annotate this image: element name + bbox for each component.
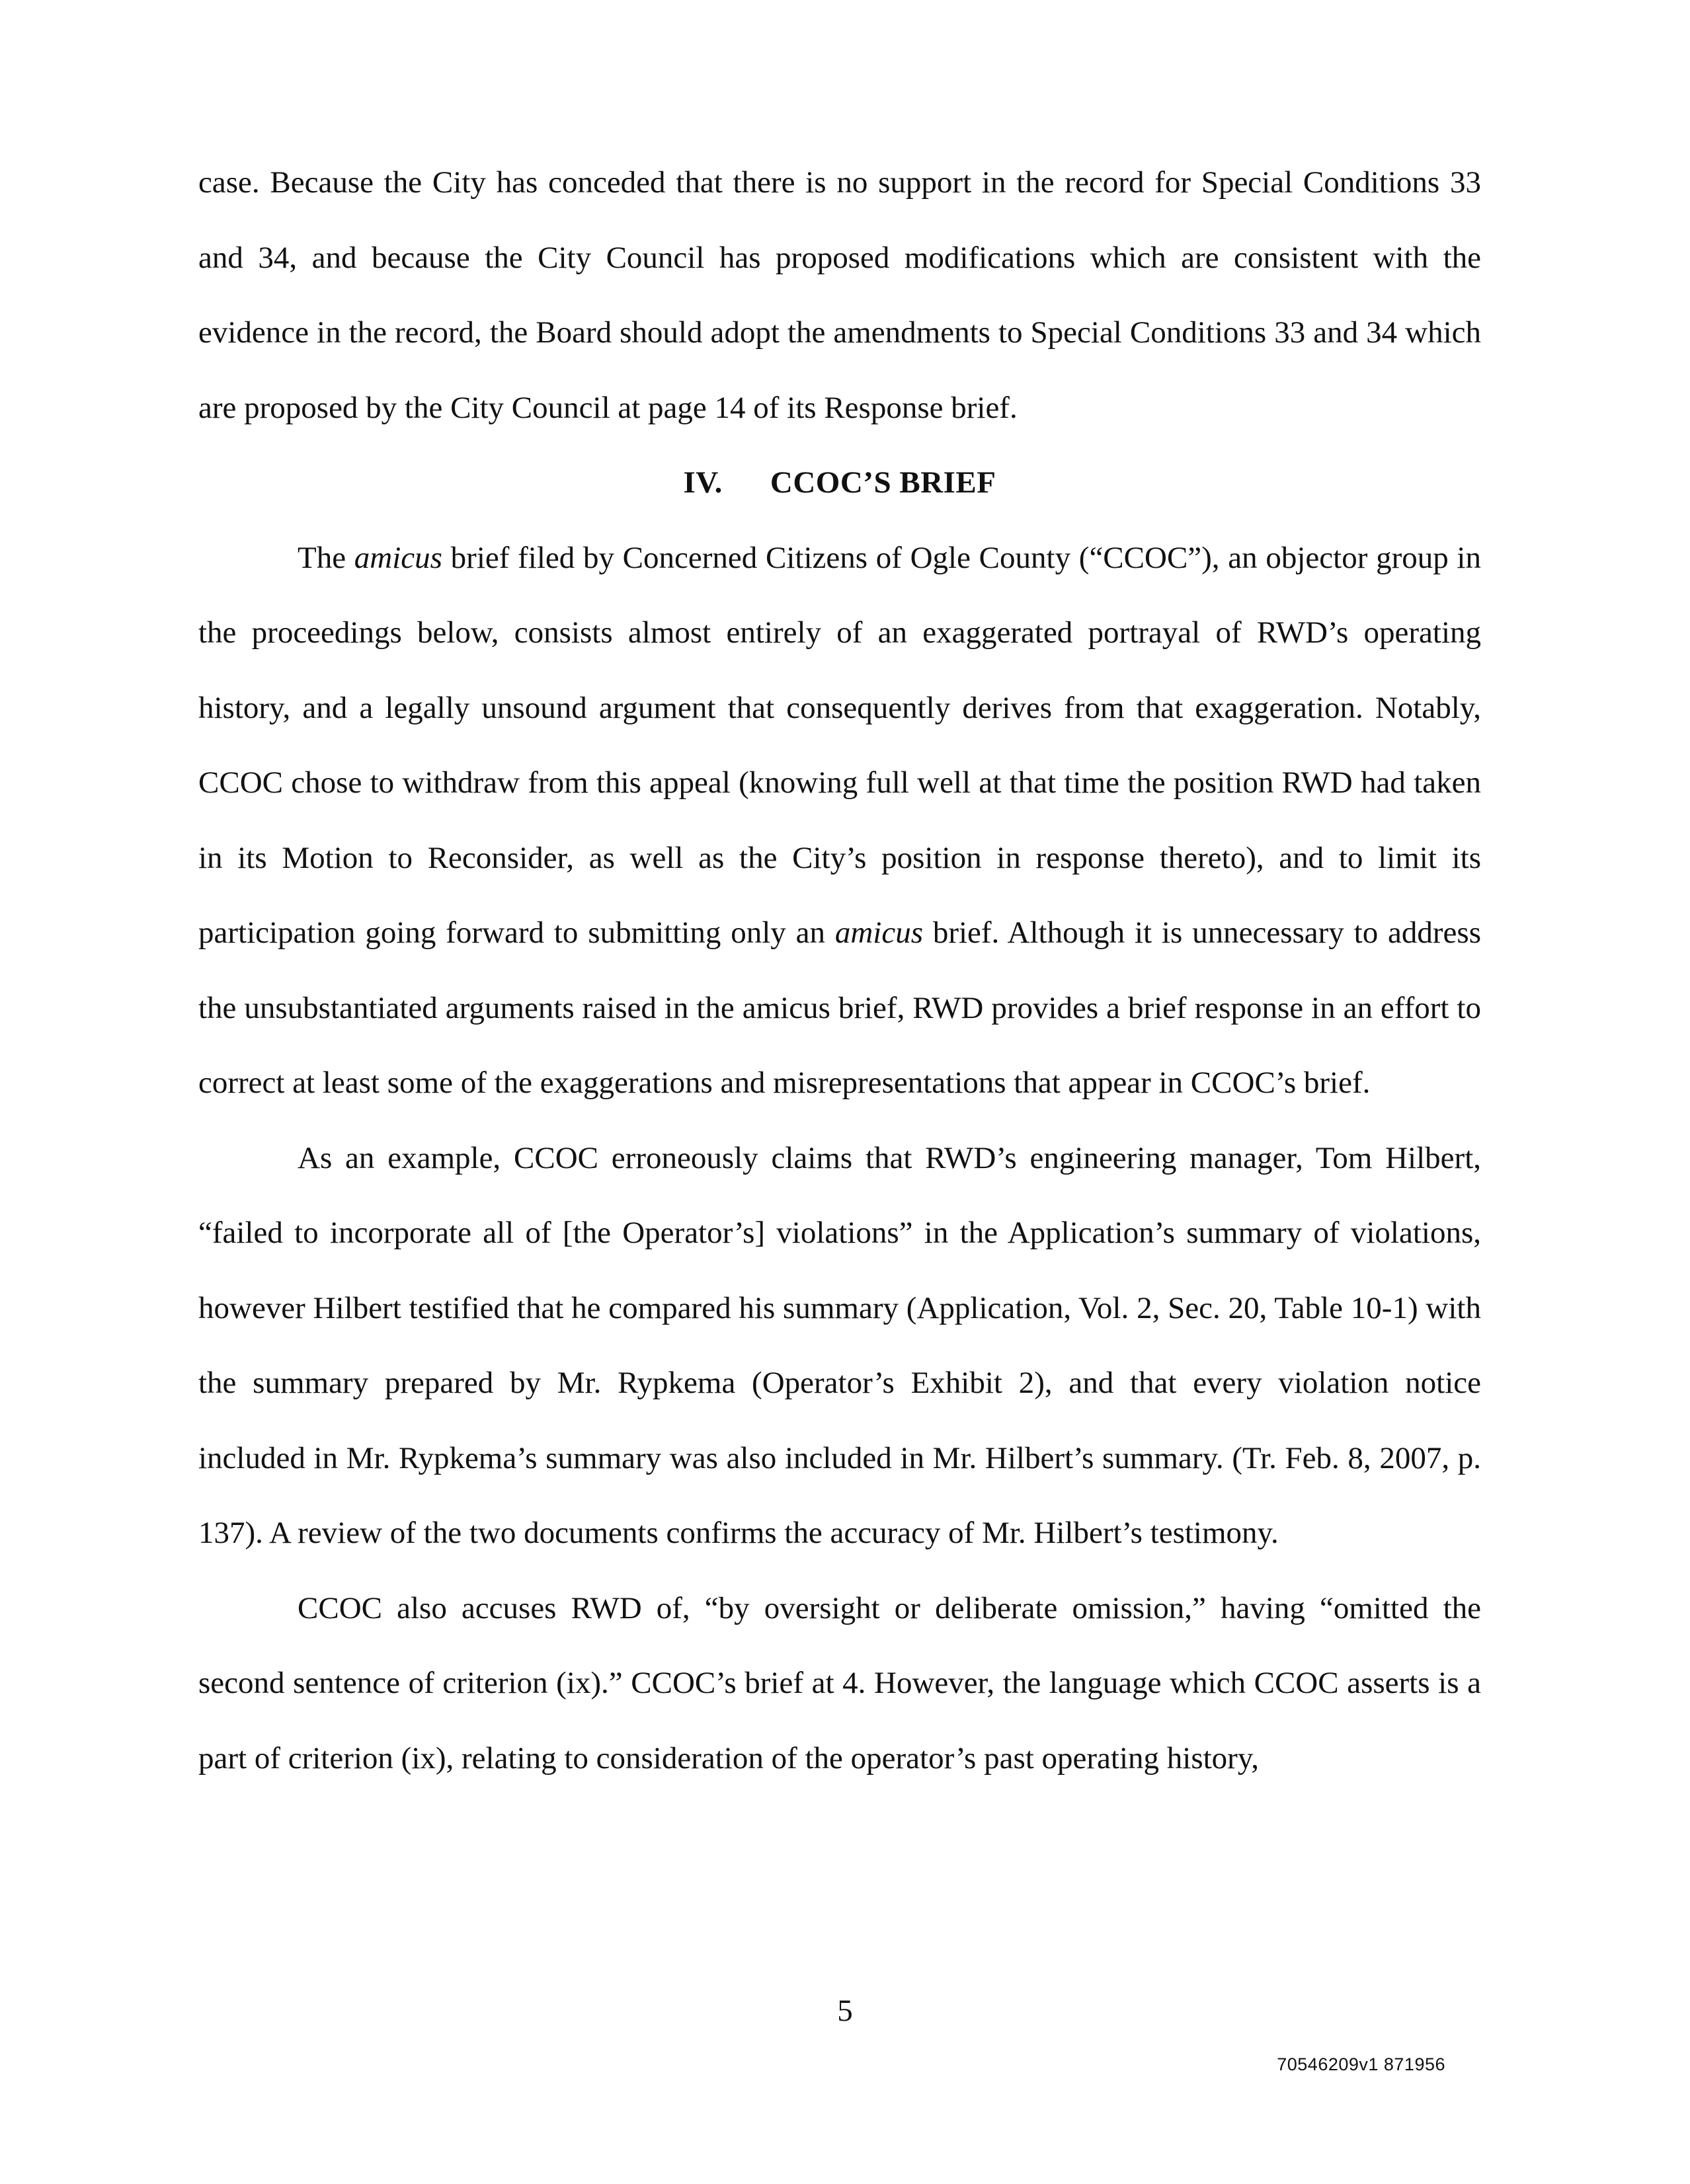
paragraph-text: brief. Although it is unnecessary to address the unsubstantiated arguments raised in the amicus brief, RWD provides a brief response in an effort to correct at least some of the exaggerations and misrepresentations that appear in CCOC’s brief.	[198, 916, 1481, 1100]
paragraph-text: The	[298, 540, 354, 575]
paragraph-amicus	[198, 521, 1481, 1121]
paragraph-criterion: CCOC also accuses RWD of, “by oversight or deliberate omission,” having “omitted the second sentence of criterion (ix).” CCOC’s brief at 4. However, the language which CCOC asserts is a part of criterion (ix), relating to consideration of the operator’s past operating history,	[198, 1590, 1481, 1775]
italic-term: amicus	[834, 916, 923, 950]
body-text	[198, 145, 1481, 1796]
paragraph-continuation: case. Because the City has conceded that there is no support in the record for Special Conditions 33 and 34, and because the City Council has proposed modifications which are consistent with the evidence in the record, the Board should adopt the amendments to Special Conditions 33 and 34 which are proposed by the City Council at page 14 of its Response brief.	[198, 165, 1481, 425]
section-title: CCOC’S BRIEF	[770, 465, 996, 500]
italic-term: amicus	[354, 540, 442, 575]
document-id: 70546209v1 871956	[1277, 2054, 1445, 2074]
paragraph-text: brief filed by Concerned Citizens of Ogle County (“CCOC”), an objector group in the proceedings below, consists almost entirely of an exaggerated portrayal of RWD’s operating history, and a legally unsound argument that consequently derives from that exaggeration. Notably, CCOC chose to withdraw from this appeal (knowing full well at that time the position RWD had taken in its Motion to Reconsider, as well as the City’s position in response thereto), and to limit its participation going forward to submitting only an	[198, 540, 1481, 950]
paragraph-example: As an example, CCOC erroneously claims that RWD’s engineering manager, Tom Hilbert, “failed to incorporate all of [the Operator’s] violations” in the Application’s summary of violations, however Hilbert testified that he compared his summary (Application, Vol. 2, Sec. 20, Table 10-1) with the summary prepared by Mr. Rypkema (Operator’s Exhibit 2), and that every violation notice included in Mr. Rypkema’s summary was also included in Mr. Hilbert’s summary. (Tr. Feb. 8, 2007, p. 137). A review of the two documents confirms the accuracy of Mr. Hilbert’s testimony.	[198, 1140, 1481, 1550]
page-number: 5	[837, 1994, 853, 2028]
section-heading	[198, 446, 1481, 521]
section-number: IV.	[683, 465, 723, 500]
